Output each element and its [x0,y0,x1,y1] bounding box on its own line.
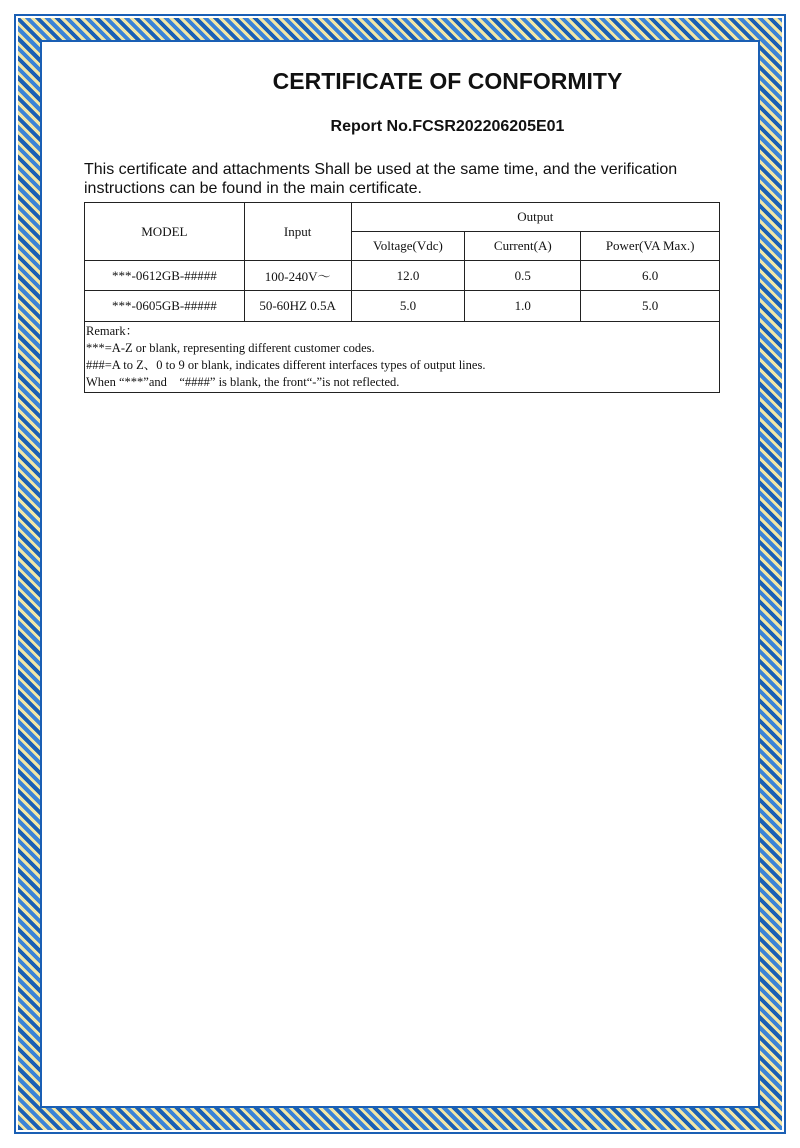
cell-current: 1.0 [465,291,581,322]
table-row [85,291,720,322]
remark-line: ###=A to Z、0 to 9 or blank, indicates different interfaces types of output lines. [86,358,486,372]
certificate-title: CERTIFICATE OF CONFORMITY [272,68,623,94]
header-output: Output [351,203,719,232]
cell-voltage: 12.0 [351,261,465,291]
header-input: Input [244,203,351,261]
cell-input-voltage: 100-240V～ [244,261,351,291]
remark-heading: Remark： [86,324,139,338]
cell-current: 0.5 [465,261,581,291]
cell-input-frequency: 50-60HZ 0.5A [244,291,351,322]
intro-line-1: This certificate and attachments Shall be used at the same time, and the verification [84,161,678,178]
cell-power: 6.0 [581,261,720,291]
remark-line: ***=A-Z or blank, representing different customer codes. [86,341,375,355]
certificate-border-inner [40,40,760,1108]
remark-cell [85,322,720,393]
cell-voltage: 5.0 [351,291,465,322]
specification-table [84,202,720,393]
intro-line-2: instructions can be found in the main certificate. [84,180,422,197]
header-power: Power(VA Max.) [581,232,720,261]
cell-power: 5.0 [581,291,720,322]
remark-line: When “***”and “####” is blank, the front“-”is not reflected. [86,375,400,389]
header-current: Current(A) [465,232,581,261]
table-row [85,261,720,291]
header-voltage: Voltage(Vdc) [351,232,465,261]
header-model: MODEL [85,203,245,261]
cell-model: ***-0605GB-##### [85,291,245,322]
cell-model: ***-0612GB-##### [85,261,245,291]
report-number: Report No.FCSR202206205E01 [330,118,565,135]
intro-text [84,160,724,198]
